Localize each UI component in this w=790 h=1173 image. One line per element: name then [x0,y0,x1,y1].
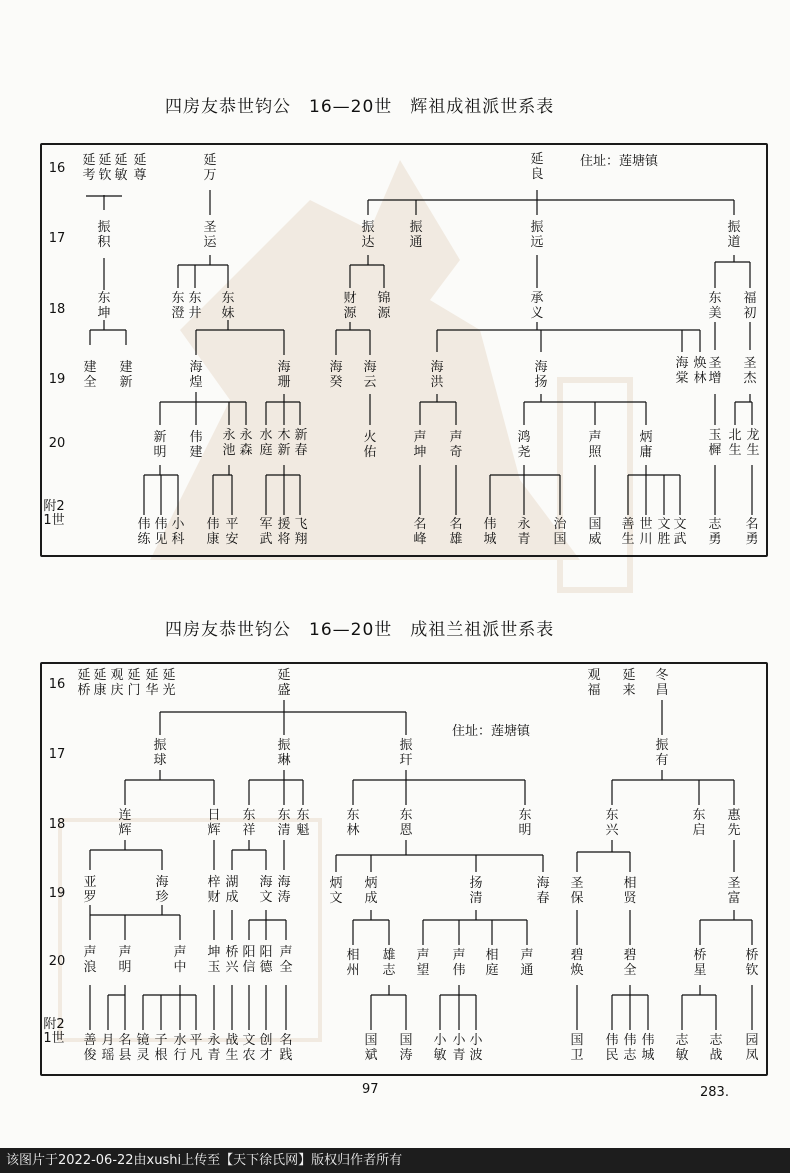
t2-zhen-qiu: 振球 [153,738,167,768]
t1-jian-quan: 建全 [83,360,97,390]
t2-yong-qing: 永青 [207,1033,221,1063]
t2-qiao-qin: 桥钦 [745,948,759,978]
page-number-right: 283. [700,1085,729,1100]
t1-yong-sen: 永森 [239,428,253,458]
t2-wei-min: 伟民 [605,1033,619,1063]
t1-shui-ting: 水庭 [259,428,273,458]
t2-guo-bin: 国斌 [364,1033,378,1063]
t1-yan-kao: 延考 [82,153,96,183]
t2-bi-huan: 碧焕 [570,948,584,978]
t1-shan-sheng: 善生 [621,517,635,547]
t2-guo-tao: 国涛 [399,1033,413,1063]
t1-wen-sheng: 文胜 [657,517,671,547]
t2-xiao-bo: 小波 [469,1033,483,1063]
t2-yan-sheng: 延盛 [277,668,291,698]
t2-hai-chun: 海春 [536,876,550,906]
t1-gen-16: 16 [48,161,66,176]
t1-mu-xin: 木新 [277,428,291,458]
t1-dong-kun: 东坤 [97,291,111,321]
t1-dong-jing: 东井 [188,291,202,321]
t1-yu-xi: 玉樨 [708,428,722,458]
t2-hui-xian: 惠先 [727,808,741,838]
t1-bing-yong: 炳庸 [639,430,653,460]
t2-ming-xian: 名县 [118,1033,132,1063]
t2-gen-18: 18 [48,817,66,832]
t1-zhen-ji: 振积 [97,220,111,250]
t2-sheng-tong: 声通 [520,948,534,978]
t2-zhi-zhan: 志战 [709,1033,723,1063]
t2-sheng-wang: 声望 [416,948,430,978]
t2-ming-jian: 名践 [279,1033,293,1063]
t1-xiao-ke: 小科 [171,517,185,547]
t1-huan-lin: 焕林 [693,356,707,386]
t2-ya-luo: 亚罗 [83,875,97,905]
t1-zhi-yong: 志勇 [708,517,722,547]
t2-guo-wei: 国卫 [570,1033,584,1063]
t2-dong-chang: 冬昌 [655,668,669,698]
t2-dong-xing: 东兴 [605,808,619,838]
t2-sheng-lang: 声浪 [83,945,97,975]
t2-guan-fu: 观福 [587,668,601,698]
t1-wei-cheng: 伟城 [483,517,497,547]
t2-yan-hua: 延华 [145,668,159,698]
t1-yan-wan: 延万 [203,153,217,183]
t2-zhen-gan: 振玕 [399,738,413,768]
t2-kun-yu: 坤玉 [207,945,221,975]
t2-jing-ling: 镜灵 [136,1033,150,1063]
t1-gen-19: 19 [48,372,66,387]
t2-wen-nong: 文农 [242,1033,256,1063]
t2-yan-guang: 延光 [162,668,176,698]
t1-ping-an: 平安 [225,517,239,547]
t2-xiang-zhou: 相州 [346,948,360,978]
t1-gen-20: 20 [48,436,66,451]
t1-huo-you: 火佑 [363,430,377,460]
t1-xin-chun: 新春 [294,428,308,458]
t2-hai-zhen: 海珍 [155,875,169,905]
t1-bei-sheng: 北生 [728,428,742,458]
t1-dong-mei: 东妹 [221,291,235,321]
t1-cheng-yi: 承义 [530,291,544,321]
t1-yan-zun: 延尊 [133,153,147,183]
t2-hai-wen: 海文 [259,875,273,905]
t2-qiao-xing: 桥兴 [225,945,239,975]
t2-zhan-sheng: 战生 [225,1033,239,1063]
t2-gen-21: 附21世 [43,1017,65,1046]
t1-ming-feng: 名峰 [413,517,427,547]
t2-yan-kang: 延康 [93,668,107,698]
t2-dong-en: 东恩 [399,808,413,838]
t1-ming-xiong: 名雄 [449,517,463,547]
t2-sheng-ming: 声明 [118,945,132,975]
t1-yong-chi: 永池 [222,428,236,458]
t2-sheng-wei: 声伟 [452,948,466,978]
t1-xin-ming: 新明 [153,430,167,460]
t2-bing-wen: 炳文 [329,876,343,906]
t1-sheng-qi: 声奇 [449,430,463,460]
t2-xiang-ting: 相庭 [485,948,499,978]
t2-lian-hui: 连辉 [118,808,132,838]
t2-gen-16: 16 [48,677,66,692]
t1-dong-cheng: 东澄 [171,291,185,321]
t1-sheng-jie: 圣杰 [743,356,757,386]
t1-zhen-dao: 振道 [727,220,741,250]
t1-zhen-yuan: 振远 [530,220,544,250]
t1-yan-liang: 延良 [530,152,544,182]
t2-bing-cheng: 炳成 [364,876,378,906]
t2-dong-lin: 东林 [346,808,360,838]
t2-ping-fan: 平凡 [189,1033,203,1063]
t1-ming-yong: 名勇 [745,517,759,547]
t1-hong-yao: 鸿尧 [517,430,531,460]
t2-hai-tao: 海涛 [277,875,291,905]
t1-fei-xiang: 飞翔 [294,517,308,547]
t2-yan-men: 延门 [127,668,141,698]
t1-hai-shan: 海珊 [277,360,291,390]
copyright-footer: 该图片于2022-06-22由xushi上传至【天下徐氏网】版权归作者所有 [0,1148,790,1173]
t1-sheng-zeng: 圣增 [708,356,722,386]
t1-wei-lian: 伟练 [137,517,151,547]
table2-title: 四房友恭世钧公 16—20世 成祖兰祖派世系表 [165,620,555,640]
t1-shi-chuan: 世川 [639,517,653,547]
t1-guo-wei: 国威 [588,517,602,547]
t2-gen-20: 20 [48,954,66,969]
t1-yuan-jiang: 援将 [277,517,291,547]
t2-dong-ming: 东明 [518,808,532,838]
t1-sheng-yun: 圣运 [203,220,217,250]
t2-zi-gen: 子根 [154,1033,168,1063]
t1-wei-kang: 伟康 [206,517,220,547]
t1-hai-tang: 海棠 [675,356,689,386]
t2-shui-xing: 水行 [173,1033,187,1063]
t2-qiao-xing2: 桥星 [693,948,707,978]
t1-hai-yun: 海云 [363,360,377,390]
t2-sheng-quan: 声全 [279,945,293,975]
t2-chuang-cai: 创才 [259,1033,273,1063]
t1-jin-yuan: 锦源 [377,291,391,321]
t1-wei-jian: 伟建 [189,430,203,460]
t2-dong-xiang: 东祥 [242,808,256,838]
t2-sheng-bao: 圣保 [570,876,584,906]
t1-yan-qin: 延钦 [98,153,112,183]
t2-xiong-zhi: 雄志 [382,948,396,978]
t2-xiang-xian: 相贤 [623,876,637,906]
t2-dong-qing: 东清 [277,808,291,838]
t2-gen-17: 17 [48,747,66,762]
t1-jian-xin: 建新 [119,360,133,390]
t2-dong-qi: 东启 [692,808,706,838]
t2-sheng-fu: 圣富 [727,876,741,906]
t1-wei-jian2: 伟见 [154,517,168,547]
t2-yan-lai: 延来 [622,668,636,698]
t1-yong-qing: 永青 [517,517,531,547]
t2-zhen-lin: 振琳 [277,738,291,768]
t1-cai-yuan: 财源 [343,291,357,321]
t2-yang-qing: 扬清 [469,876,483,906]
t2-shan-jun: 善俊 [83,1033,97,1063]
t2-wei-cheng: 伟城 [641,1033,655,1063]
t1-wen-wu: 文武 [673,517,687,547]
t2-zhi-min: 志敏 [675,1033,689,1063]
t2-yang-de: 阳德 [259,945,273,975]
t2-zi-cai: 梓财 [207,875,221,905]
t1-fu-chu: 福初 [743,291,757,321]
t2-guan-qing: 观庆 [110,668,124,698]
t2-zhen-you: 振有 [655,738,669,768]
t1-zhi-guo: 治国 [553,517,567,547]
t2-sheng-zhong: 声中 [173,945,187,975]
t1-hai-huang: 海煌 [189,360,203,390]
t1-gen-17: 17 [48,231,66,246]
t1-hai-gui: 海癸 [329,360,343,390]
table1-title: 四房友恭世钧公 16—20世 辉祖成祖派世系表 [165,97,555,117]
t1-jun-wu: 军武 [259,517,273,547]
page-number-left: 97 [362,1082,379,1097]
t1-hai-yang: 海扬 [534,360,548,390]
t2-bi-quan: 碧全 [623,948,637,978]
t2-xiao-qing: 小青 [452,1033,466,1063]
table2-address: 住址：莲塘镇 [452,724,531,739]
t1-sheng-zhao: 声照 [588,430,602,460]
t2-gen-19: 19 [48,886,66,901]
t1-yan-min: 延敏 [114,153,128,183]
t1-sheng-kun: 声坤 [413,430,427,460]
t2-xiao-min: 小敏 [433,1033,447,1063]
t2-yan-qiao: 延桥 [77,668,91,698]
t1-hai-hong: 海洪 [430,360,444,390]
t2-wei-zhi: 伟志 [623,1033,637,1063]
t2-dong-kui: 东魁 [296,808,310,838]
t1-gen-21: 附21世 [43,499,65,528]
table1-address: 住址：莲塘镇 [580,154,659,169]
t1-gen-18: 18 [48,302,66,317]
t2-ri-hui: 日辉 [207,808,221,838]
t1-zhen-da: 振达 [361,220,375,250]
t1-zhen-tong: 振通 [409,220,423,250]
t2-yuan-feng: 园凤 [745,1033,759,1063]
t2-yang-xin: 阳信 [242,945,256,975]
t1-long-sheng: 龙生 [746,428,760,458]
t2-yue-yao: 月瑶 [101,1033,115,1063]
t1-dong-mei2: 东美 [708,291,722,321]
t2-hu-cheng: 湖成 [225,875,239,905]
